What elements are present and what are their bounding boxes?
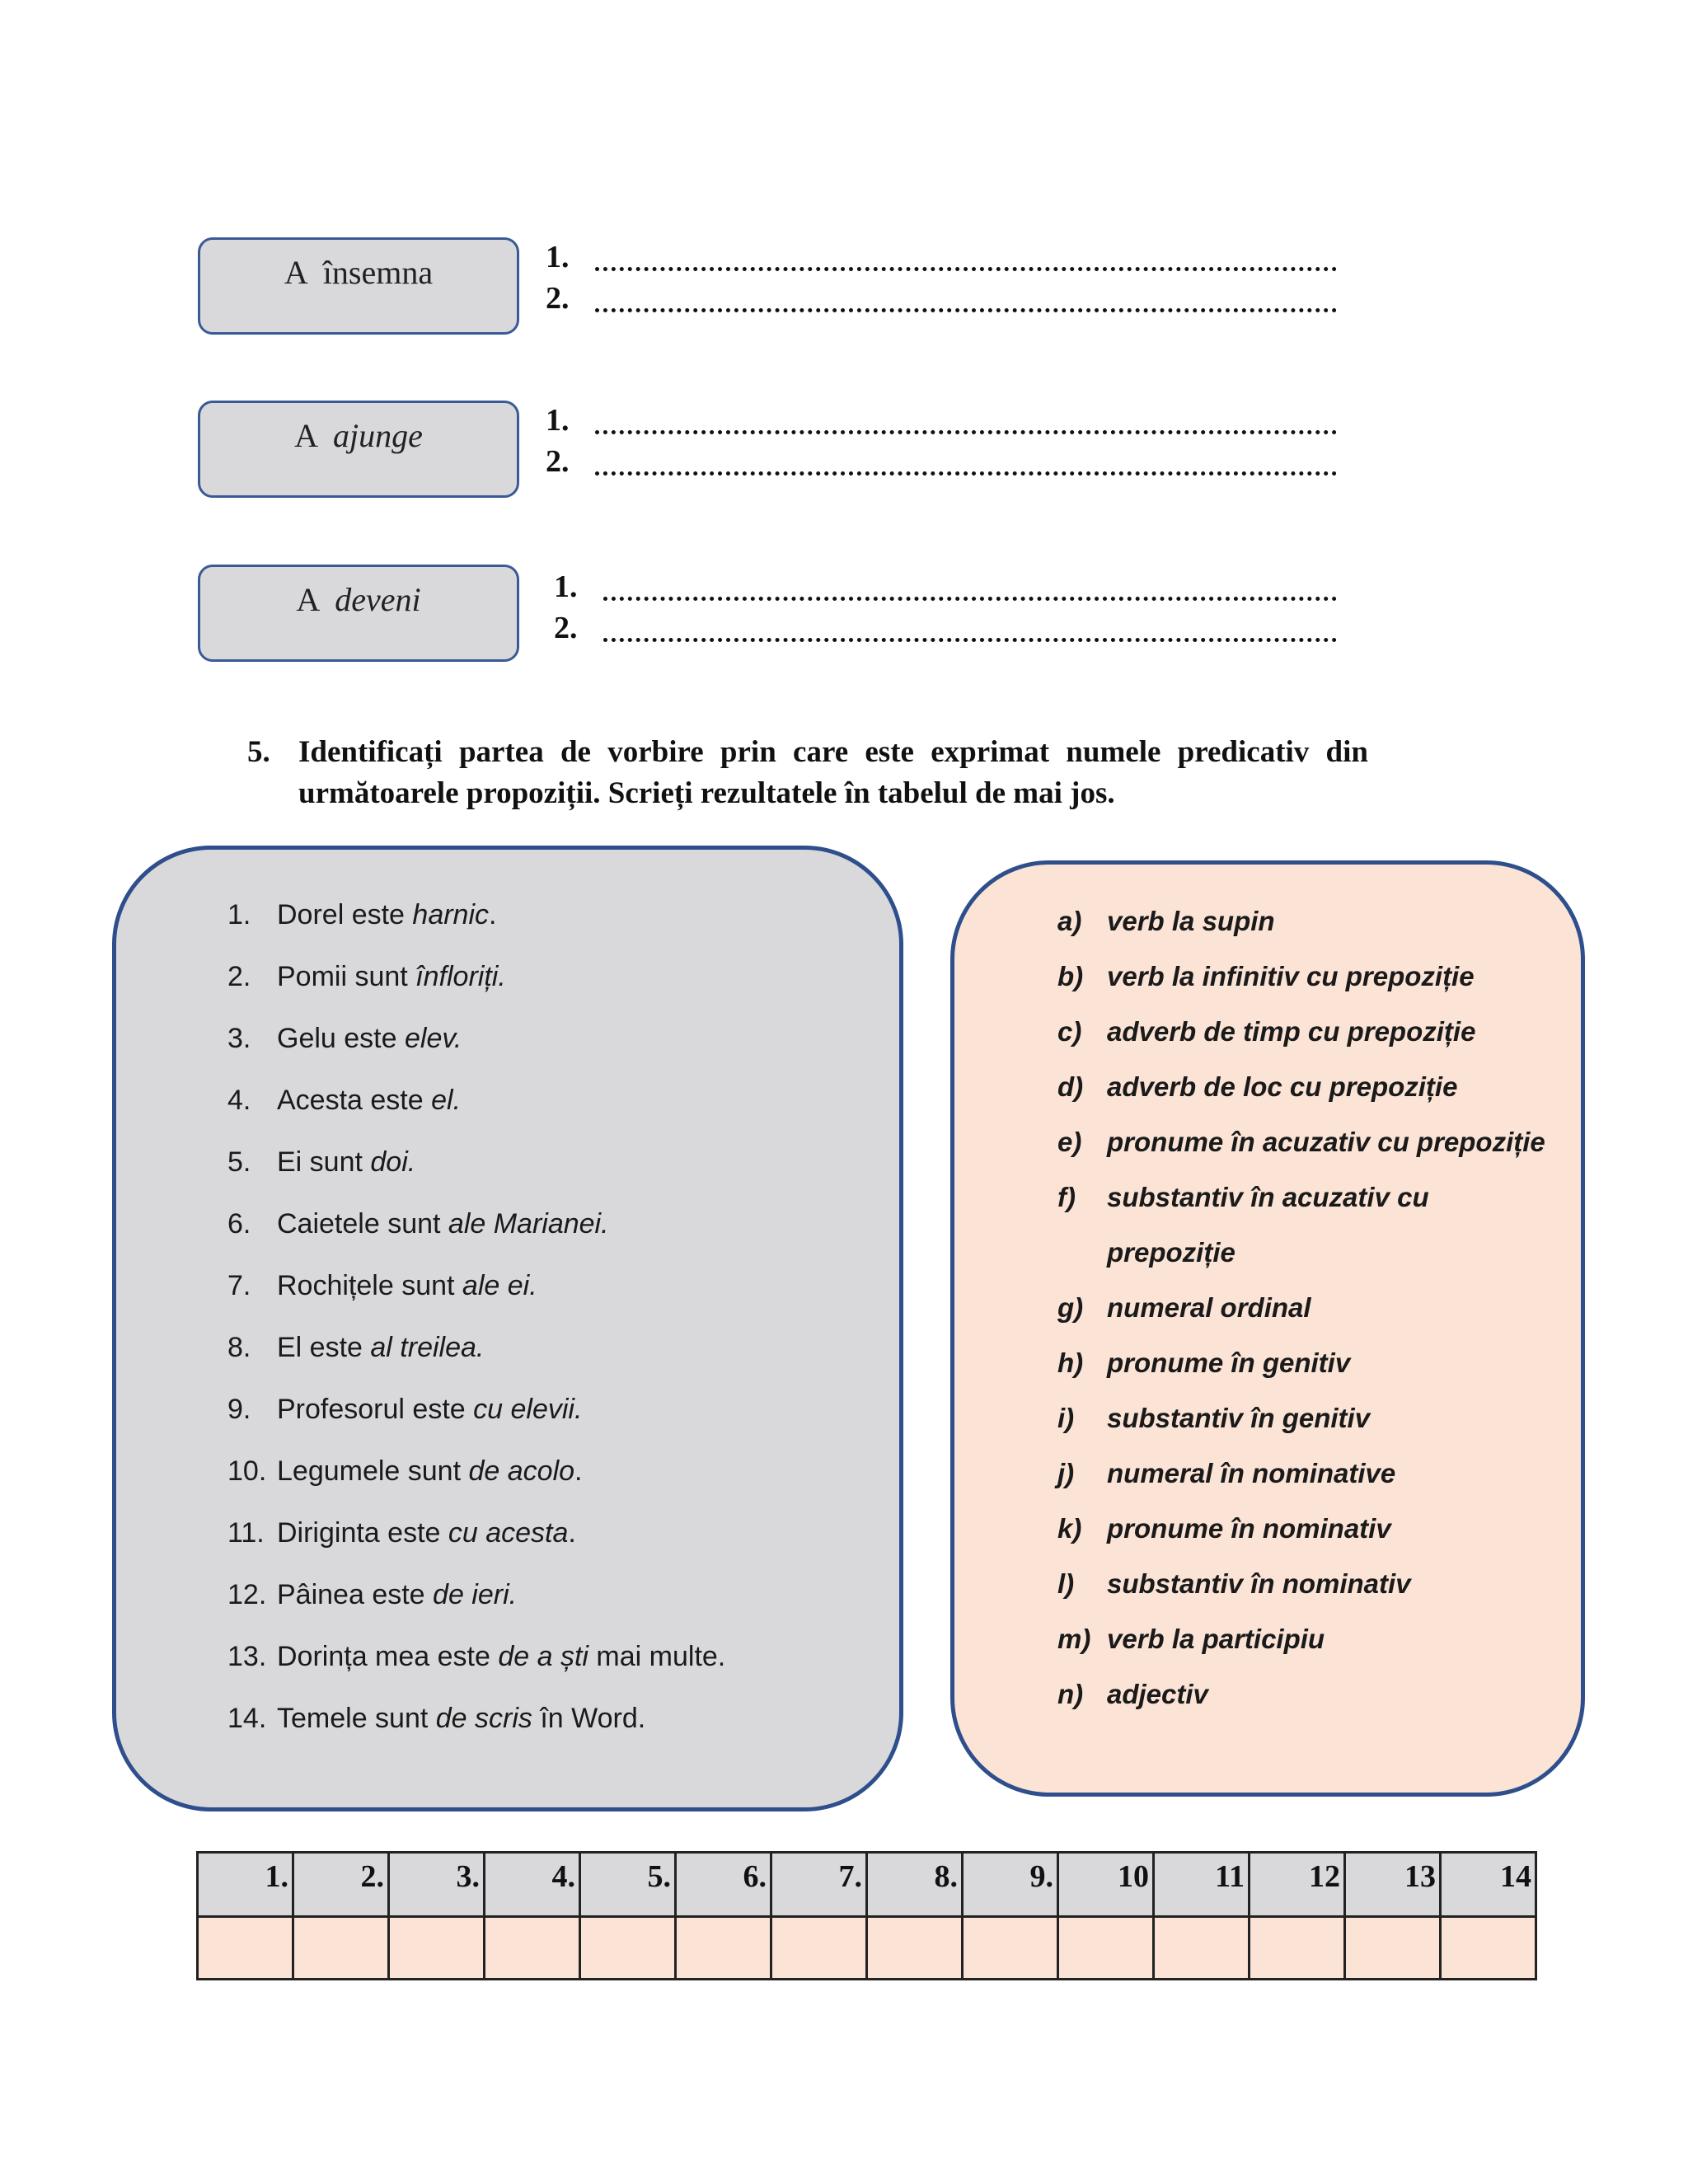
option-text: prepoziție bbox=[1107, 1237, 1236, 1268]
verb-label: deveni bbox=[335, 581, 421, 618]
dotted-line bbox=[595, 267, 1337, 271]
option-letter: i) bbox=[1057, 1403, 1075, 1433]
answer-cell[interactable] bbox=[485, 1917, 580, 1980]
option-text: substantiv în acuzativ cu bbox=[1107, 1182, 1429, 1212]
option-letter: b) bbox=[1057, 961, 1084, 991]
answer-cell[interactable] bbox=[676, 1917, 771, 1980]
predicative-name: de scris bbox=[435, 1703, 532, 1734]
answer-cell[interactable] bbox=[1058, 1917, 1154, 1980]
predicative-name: ale ei. bbox=[462, 1270, 537, 1301]
sentence-fragment: Acesta este bbox=[277, 1085, 432, 1116]
table-header-cell: 4. bbox=[485, 1853, 580, 1917]
sentence-text bbox=[277, 1023, 462, 1055]
table-header-cell: 8. bbox=[867, 1853, 963, 1917]
predicative-name: de acolo bbox=[468, 1455, 575, 1487]
option-letter: g) bbox=[1057, 1292, 1084, 1323]
predicative-name: al treilea. bbox=[370, 1332, 485, 1363]
answer-cell[interactable] bbox=[198, 1917, 293, 1980]
option-letter: c) bbox=[1057, 1016, 1082, 1047]
sentence-text bbox=[277, 1703, 645, 1735]
predicative-name: înfloriți. bbox=[415, 961, 506, 992]
sentence-number: 5. bbox=[227, 1146, 251, 1178]
answer-lines-deveni bbox=[554, 569, 1337, 651]
answer-cell[interactable] bbox=[293, 1917, 389, 1980]
answer-cell[interactable] bbox=[1154, 1917, 1250, 1980]
answer-line[interactable] bbox=[554, 610, 1337, 651]
option-letter: m) bbox=[1057, 1624, 1091, 1654]
option-letter: j) bbox=[1057, 1458, 1075, 1488]
sentence-text bbox=[277, 1208, 609, 1240]
sentence-fragment: . bbox=[568, 1517, 576, 1549]
verb-article: A bbox=[296, 581, 321, 618]
predicative-name: de ieri. bbox=[433, 1579, 518, 1610]
verb-label: însemna bbox=[322, 254, 434, 291]
option-text: verb la participiu bbox=[1107, 1624, 1325, 1654]
option-text: substantiv în genitiv bbox=[1107, 1403, 1371, 1433]
table-header-cell: 13 bbox=[1345, 1853, 1441, 1917]
option-text: numeral în nominative bbox=[1107, 1458, 1396, 1488]
verb-box-ajunge bbox=[198, 401, 519, 498]
predicative-name: elev. bbox=[404, 1023, 462, 1054]
task-text: Identificați partea de vorbire prin care este exprimat numele predicativ din următoarele propoziții. Scrieți rezultatele în tabelul de mai jos. bbox=[298, 735, 1368, 810]
sentence-text bbox=[277, 1270, 537, 1302]
answer-cell[interactable] bbox=[1250, 1917, 1345, 1980]
option-text: pronume în genitiv bbox=[1107, 1347, 1351, 1378]
table-header-cell: 11 bbox=[1154, 1853, 1250, 1917]
sentence-number: 11. bbox=[227, 1517, 265, 1549]
answer-cell[interactable] bbox=[580, 1917, 676, 1980]
sentence-fragment: Profesorul este bbox=[277, 1394, 474, 1425]
verb-label: ajunge bbox=[333, 417, 423, 454]
sentence-number: 14. bbox=[227, 1703, 267, 1734]
sentence-fragment: Ei sunt bbox=[277, 1146, 371, 1178]
table-header-cell: 3. bbox=[389, 1853, 485, 1917]
dotted-line bbox=[603, 597, 1337, 601]
sentence-fragment: Pomii sunt bbox=[277, 961, 416, 992]
option-letter: e) bbox=[1057, 1127, 1082, 1157]
table-header-row bbox=[198, 1853, 1536, 1917]
sentence-text bbox=[277, 1394, 582, 1426]
table-header-cell: 12 bbox=[1250, 1853, 1345, 1917]
option-text: adverb de loc cu prepoziție bbox=[1107, 1071, 1458, 1102]
sentence-fragment: mai multe. bbox=[588, 1641, 726, 1672]
table-header-cell: 5. bbox=[580, 1853, 676, 1917]
sentence-number: 10. bbox=[227, 1455, 267, 1487]
line-number: 1. bbox=[546, 240, 570, 274]
predicative-name: el. bbox=[431, 1085, 462, 1116]
option-letter: f) bbox=[1057, 1182, 1076, 1212]
answer-lines-ajunge bbox=[546, 402, 1337, 485]
answer-cell[interactable] bbox=[389, 1917, 485, 1980]
verb-article: A bbox=[284, 254, 308, 291]
task-number: 5. bbox=[247, 735, 270, 769]
answer-table bbox=[196, 1851, 1537, 1980]
table-header-cell: 10 bbox=[1058, 1853, 1154, 1917]
sentence-fragment: Dorința mea este bbox=[277, 1641, 499, 1672]
option-letter: d) bbox=[1057, 1071, 1084, 1102]
sentence-text bbox=[277, 1579, 517, 1611]
predicative-name: harnic bbox=[412, 899, 490, 930]
answer-cell[interactable] bbox=[1345, 1917, 1441, 1980]
option-text: verb la infinitiv cu prepoziție bbox=[1107, 961, 1475, 991]
option-text: substantiv în nominativ bbox=[1107, 1568, 1411, 1599]
sentence-number: 13. bbox=[227, 1641, 267, 1672]
sentence-text bbox=[277, 1641, 725, 1673]
sentence-fragment: Rochițele sunt bbox=[277, 1270, 462, 1301]
answer-cell[interactable] bbox=[867, 1917, 963, 1980]
sentence-fragment: Temele sunt bbox=[277, 1703, 436, 1734]
line-number: 1. bbox=[554, 569, 578, 604]
line-number: 1. bbox=[546, 403, 570, 438]
sentence-text bbox=[277, 899, 496, 931]
sentence-fragment: Diriginta este bbox=[277, 1517, 448, 1549]
option-text: adverb de timp cu prepoziție bbox=[1107, 1016, 1476, 1047]
verb-article: A bbox=[294, 417, 318, 454]
table-header-cell: 6. bbox=[676, 1853, 771, 1917]
sentence-text bbox=[277, 1517, 576, 1549]
sentence-number: 1. bbox=[227, 899, 251, 930]
answer-line[interactable] bbox=[546, 402, 1337, 443]
sentence-number: 3. bbox=[227, 1023, 251, 1054]
table-header-cell: 1. bbox=[198, 1853, 293, 1917]
predicative-name: de a ști bbox=[498, 1641, 588, 1672]
answer-line[interactable] bbox=[554, 569, 1337, 610]
option-letter: n) bbox=[1057, 1679, 1084, 1709]
sentence-number: 6. bbox=[227, 1208, 251, 1240]
option-letter: a) bbox=[1057, 906, 1082, 936]
sentence-text bbox=[277, 961, 506, 993]
sentence-fragment: Caietele sunt bbox=[277, 1208, 448, 1240]
answer-line[interactable] bbox=[546, 239, 1337, 280]
option-text: pronume în nominativ bbox=[1107, 1513, 1391, 1544]
dotted-line bbox=[595, 471, 1337, 476]
answer-cell[interactable] bbox=[963, 1917, 1058, 1980]
task-instruction bbox=[247, 732, 1368, 814]
table-header-cell: 14 bbox=[1441, 1853, 1536, 1917]
sentence-number: 4. bbox=[227, 1085, 251, 1116]
answer-lines-insemna bbox=[546, 239, 1337, 321]
sentence-number: 9. bbox=[227, 1394, 251, 1425]
sentence-text bbox=[277, 1146, 415, 1179]
predicative-name: cu elevii. bbox=[473, 1394, 583, 1425]
table-header-cell: 7. bbox=[771, 1853, 867, 1917]
sentence-fragment: . bbox=[574, 1455, 583, 1487]
sentence-number: 8. bbox=[227, 1332, 251, 1363]
line-number: 2. bbox=[554, 611, 578, 645]
option-letter: k) bbox=[1057, 1513, 1082, 1544]
sentence-fragment: . bbox=[489, 899, 497, 930]
answer-line[interactable] bbox=[546, 280, 1337, 321]
option-letter: h) bbox=[1057, 1347, 1084, 1378]
table-header-cell: 9. bbox=[963, 1853, 1058, 1917]
sentence-fragment: Pâinea este bbox=[277, 1579, 434, 1610]
answer-line[interactable] bbox=[546, 443, 1337, 485]
verb-box-deveni bbox=[198, 565, 519, 662]
table-header-cell: 2. bbox=[293, 1853, 389, 1917]
sentence-fragment: Dorel este bbox=[277, 899, 413, 930]
dotted-line bbox=[603, 638, 1337, 642]
option-text: verb la supin bbox=[1107, 906, 1275, 936]
sentence-fragment: Legumele sunt bbox=[277, 1455, 469, 1487]
predicative-name: doi. bbox=[370, 1146, 416, 1178]
line-number: 2. bbox=[546, 444, 570, 479]
verb-box-insemna bbox=[198, 237, 519, 335]
dotted-line bbox=[595, 430, 1337, 434]
option-letter: l) bbox=[1057, 1568, 1075, 1599]
option-text: numeral ordinal bbox=[1107, 1292, 1311, 1323]
table-answer-row bbox=[198, 1917, 1536, 1980]
options-panel bbox=[950, 860, 1585, 1797]
predicative-name: cu acesta bbox=[448, 1517, 569, 1549]
sentence-fragment: Gelu este bbox=[277, 1023, 405, 1054]
sentence-text bbox=[277, 1332, 484, 1364]
option-text: adjectiv bbox=[1107, 1679, 1208, 1709]
sentence-fragment: El este bbox=[277, 1332, 371, 1363]
sentence-number: 2. bbox=[227, 961, 251, 992]
option-text: pronume în acuzativ cu prepoziție bbox=[1107, 1127, 1545, 1157]
sentence-text bbox=[277, 1085, 461, 1117]
sentence-number: 7. bbox=[227, 1270, 251, 1301]
line-number: 2. bbox=[546, 281, 570, 316]
sentence-fragment: în Word. bbox=[532, 1703, 646, 1734]
sentences-panel bbox=[112, 846, 903, 1811]
answer-cell[interactable] bbox=[1441, 1917, 1536, 1980]
dotted-line bbox=[595, 308, 1337, 312]
answer-cell[interactable] bbox=[771, 1917, 867, 1980]
predicative-name: ale Marianei. bbox=[448, 1208, 609, 1240]
sentence-number: 12. bbox=[227, 1579, 267, 1610]
sentence-text bbox=[277, 1455, 583, 1488]
